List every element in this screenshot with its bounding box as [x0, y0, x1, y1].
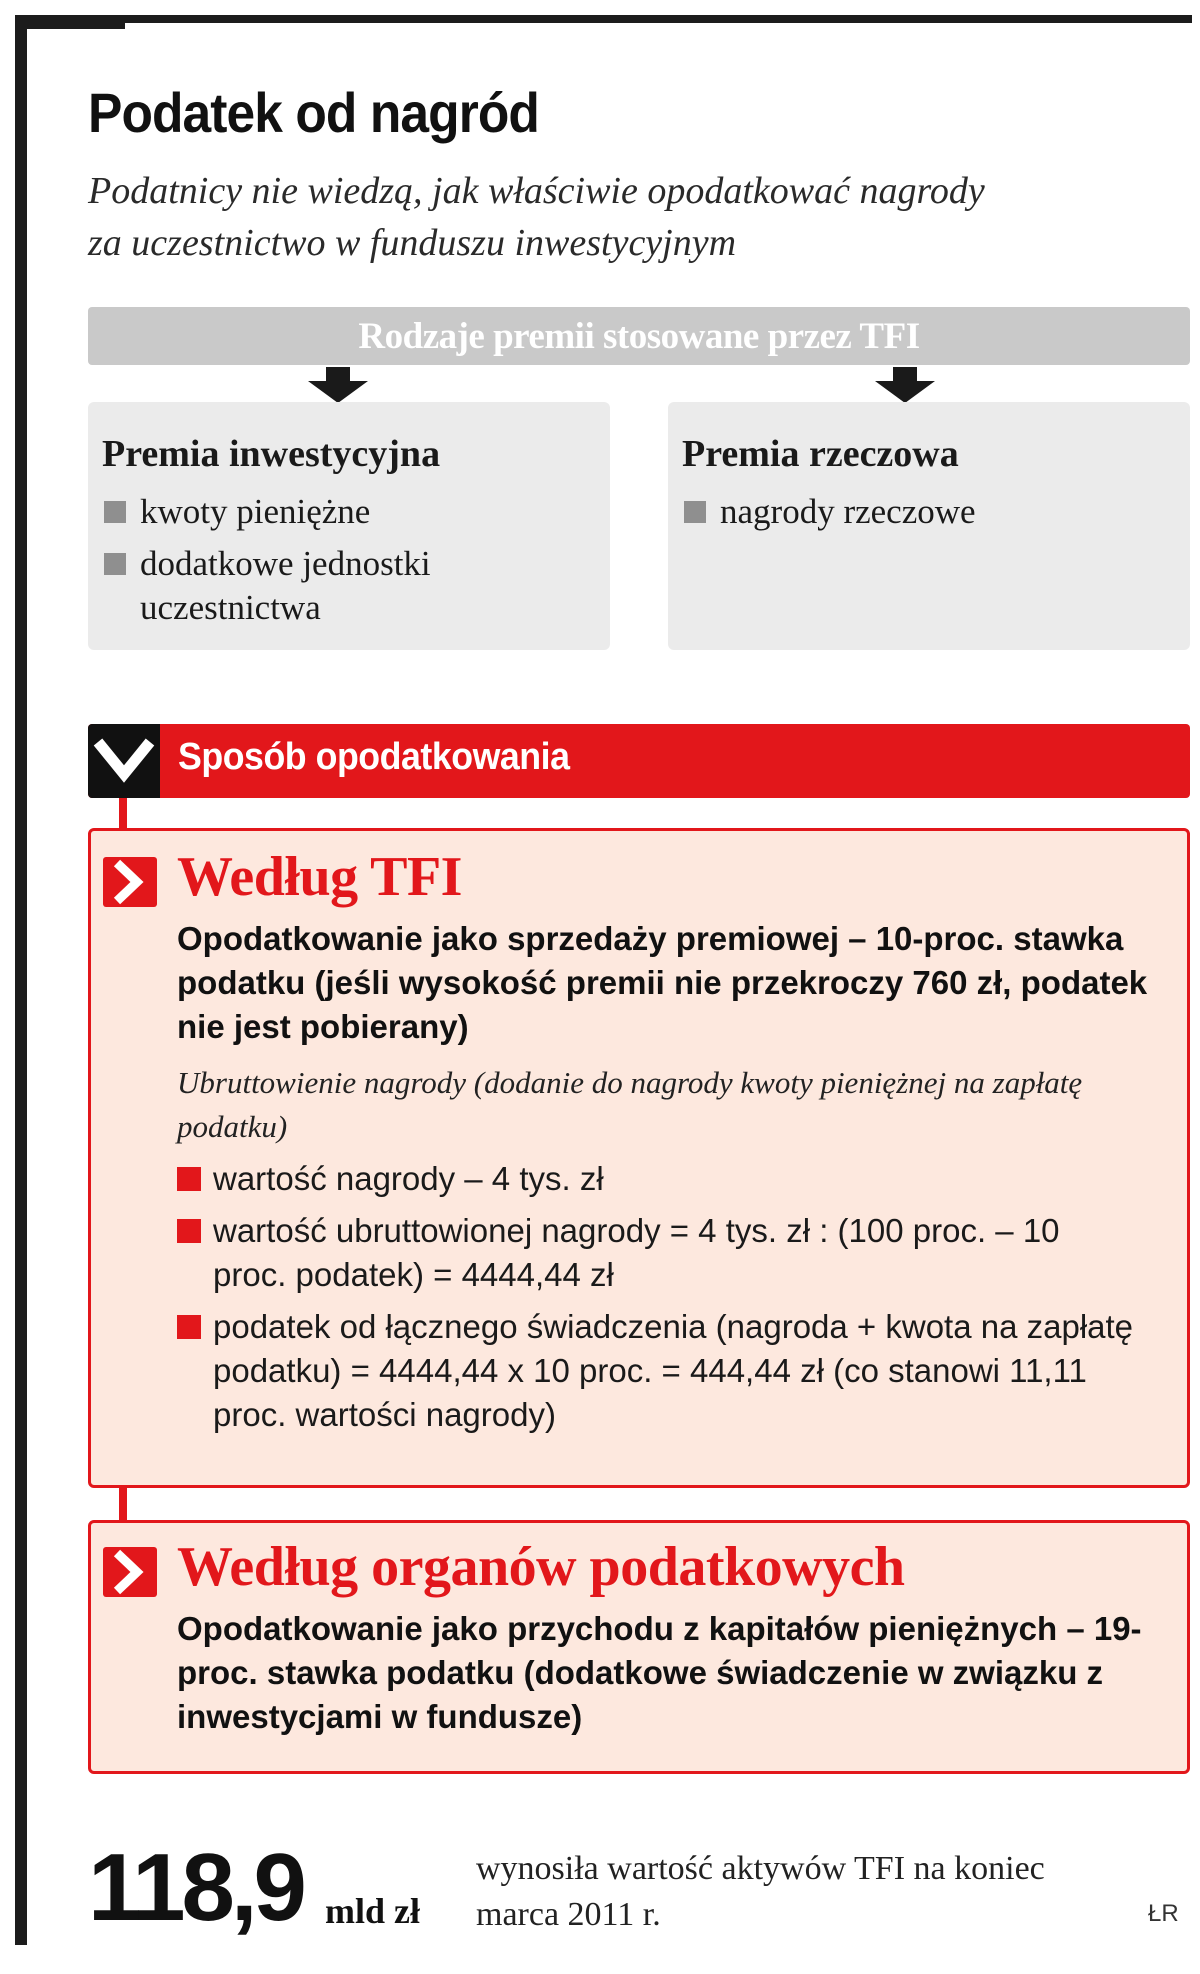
subtitle-line-2: za uczestnictwo w funduszu inwestycyjnym — [88, 222, 737, 264]
list-item: wartość nagrody – 4 tys. zł — [177, 1157, 1137, 1201]
tfi-calculation-list — [177, 1157, 1137, 1445]
chevron-down-icon — [88, 724, 160, 798]
tfi-taxation-box — [88, 828, 1190, 1488]
list-item: nagrody rzeczowe — [684, 490, 1174, 534]
tfi-taxation-description: Opodatkowanie jako sprzedaży premiowej – 10-proc. stawka podatku (jeśli wysokość premii nie przekroczy 760 zł, podatek nie jest pobierany) — [177, 920, 1148, 1045]
premium-investment-title: Premia inwestycyjna — [102, 433, 441, 475]
tfi-grossing-note: Ubruttowienie nagrody (dodanie do nagrody kwoty pieniężnej na zapłatę podatku) — [177, 1065, 1083, 1144]
subtitle-line-1: Podatnicy nie wiedzą, jak właściwie opodatkować nagrody — [88, 170, 985, 212]
page-title: Podatek od nagród — [88, 81, 539, 144]
list-item: kwoty pieniężne — [104, 490, 594, 534]
list-item: podatek od łącznego świadczenia (nagroda + kwota na zapłatę podatku) = 4444,44 x 10 proc. = 444,44 zł (co stanowi 11,11 proc. wartości nagrody) — [177, 1305, 1137, 1437]
bullet-square-icon — [684, 501, 706, 523]
premium-investment-box — [88, 402, 610, 650]
taxation-header-label: Sposób opodatkowania — [178, 736, 570, 778]
bullet-square-icon — [177, 1315, 201, 1339]
tax-authorities-box — [88, 1520, 1190, 1774]
frame-left-rule — [15, 15, 27, 1945]
bullet-square-icon — [177, 1219, 201, 1243]
list-item: dodatkowe jednostki uczestnictwa — [104, 542, 594, 630]
page-subtitle — [88, 165, 1148, 269]
author-credit: ŁR — [1148, 1900, 1179, 1927]
tfi-taxation-title: Według TFI — [177, 846, 462, 908]
bullet-square-icon — [177, 1167, 201, 1191]
frame-top-rule — [15, 15, 1192, 23]
list-item: wartość ubruttowionej nagrody = 4 tys. zł : (100 proc. – 10 proc. podatek) = 4444,44 zł — [177, 1209, 1137, 1297]
premium-material-list — [684, 490, 1174, 542]
bullet-square-icon — [104, 501, 126, 523]
premium-types-header — [88, 307, 1190, 365]
chevron-right-icon — [103, 857, 157, 907]
connector-line — [119, 798, 127, 830]
premium-investment-list — [104, 490, 594, 638]
tax-authorities-title: Według organów podatkowych — [177, 1536, 905, 1598]
premium-types-header-label: Rodzaje premii stosowane przez TFI — [358, 315, 920, 357]
premium-material-box — [668, 402, 1190, 650]
frame-corner-tab — [15, 15, 125, 29]
assets-value: 118,9 — [88, 1834, 303, 1941]
premium-material-title: Premia rzeczowa — [682, 433, 959, 475]
tax-authorities-description: Opodatkowanie jako przychodu z kapitałów pieniężnych – 19-proc. stawka podatku (dodatkowe świadczenie w związku z inwestycjami w fundusze) — [177, 1610, 1142, 1735]
bullet-square-icon — [104, 553, 126, 575]
assets-description: wynosiła wartość aktywów TFI na koniec marca 2011 r. — [476, 1850, 1045, 1933]
assets-unit: mld zł — [325, 1891, 420, 1931]
chevron-right-icon — [103, 1547, 157, 1597]
connector-line — [119, 1488, 127, 1522]
